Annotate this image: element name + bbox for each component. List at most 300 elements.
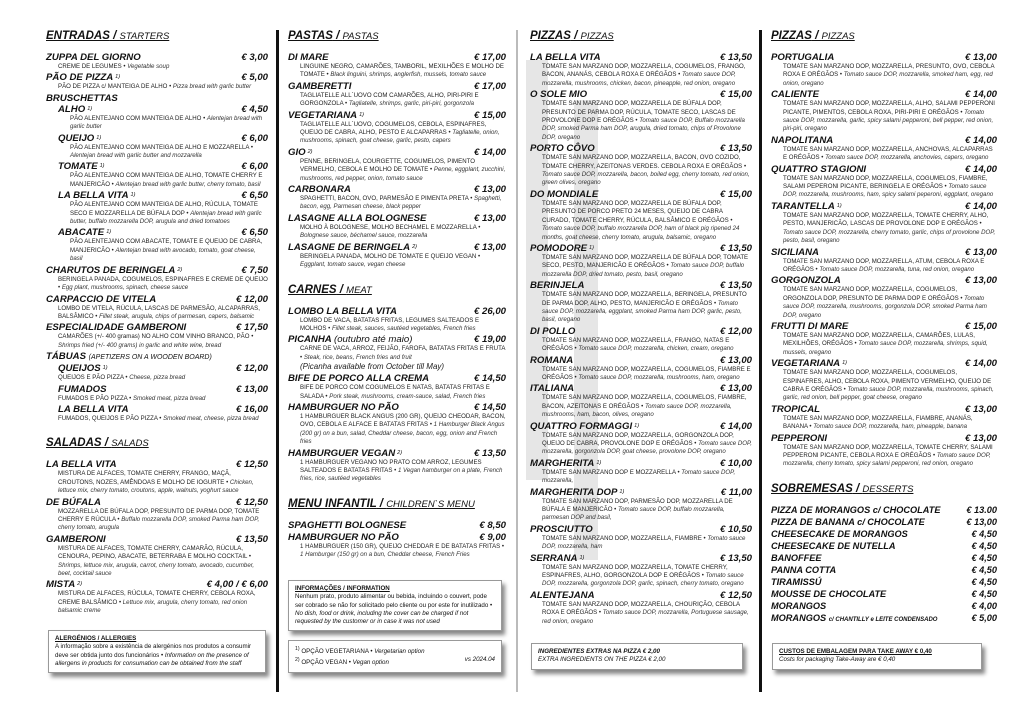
menu-item	[288, 242, 506, 270]
footnote-mark: 1)	[106, 229, 112, 236]
menu-item-header	[771, 164, 997, 175]
menu-item-name: MORANGOS	[771, 600, 827, 611]
description-pt: TOMATE SAN MARZANO DOP, MOZZARELLA, COGUMELOS, FIAMBRE, BACON, AZEITONAS E ORÉGÃOS	[542, 394, 747, 410]
menu-item-name: ITALIANA	[530, 383, 575, 395]
menu-item-price: € 7,50	[241, 264, 268, 276]
menu-item-name-wrap	[530, 326, 575, 337]
description-en: Penne, eggplant, zucchini, mushrooms, red pepper, onion, tomato sauce	[300, 166, 506, 182]
menu-item-name: ALENTEJANA	[530, 589, 595, 601]
description-pt: 1 HAMBURGUER VEGANO NO PRATO COM ARROZ, LEGUMES SALTEADOS E BATATAS FRITAS	[300, 458, 482, 474]
section-heading: MENU INFANTIL / CHILDREN`S MENU	[288, 497, 475, 510]
menu-item	[46, 384, 268, 403]
menu-item-name-wrap	[288, 213, 426, 224]
menu-item-header	[46, 322, 268, 333]
menu-item-description: PÃO ALENTEJANO COM ABACATE, TOMATE E QUEIJO DE CABRA, MANJERICÃO • Alentejan bread with avocado, tomato, goat cheese, basil	[70, 238, 263, 263]
menu-item-name: PICANHA	[288, 334, 332, 346]
menu-item	[771, 517, 997, 528]
menu-item-description: TOMATE SAN MARZANO DOP, MOZZARELLA, COGUMELOS, ESPINAFRES, ALHO, CEBOLA ROXA, PIMENTO VERMELHO, QUEIJO DE CABRA E ORÉGÃOS • Tomato sauce DOP, mozzarella, mushrooms, spinach, garlic, red onion, bell pepper, goat cheese, oregano	[783, 369, 994, 402]
description-pt: LOMBO DE VITELA, RÚCULA, LASCAS DE PARMESÃO, ALCAPARRAS, BALSÂMICO	[58, 304, 260, 320]
menu-item-price: € 6,00	[241, 161, 268, 173]
footnote-mark: 1)	[836, 202, 842, 209]
menu-item-description: TOMATE SAN MARZANO DOP, MOZZARELLA, ATUM, CEBOLA ROXA E ORÉGÃOS • Tomato sauce DOP, mozzarella, tuna, red onion, oregano	[783, 257, 985, 273]
menu-item-price: € 13,00	[473, 212, 506, 224]
description-pt: LINGUINE NEGRO, CAMARÕES, TAMBORIL, MEXILHÕES E MOLHO DE TOMATE	[300, 63, 504, 79]
menu-item	[771, 601, 997, 612]
menu-item-header	[46, 579, 268, 590]
menu-item-name: ALHO	[58, 103, 86, 115]
menu-item-name-wrap	[530, 590, 595, 601]
description-en: Steak, rice, beans, French fries and fruit	[303, 353, 412, 361]
section-heading: CARNES / MEAT	[288, 283, 372, 296]
menu-item-description: TOMATE SAN MARZANO DOP, MOZZARELLA DE BÚFALA DOP, PRESUNTO DE PORCO PRETO 24 MESES, QUEIJO DE CABRA CURADO, TOMATE CHERRY, RÚCULA, BALSÂMICO E ORÉGÃOS • Tomato sauce DOP, buffalo mozzarella DOP, ham of black pig ripened 24 months, goat cheese, cherry tomato, arugula, balsamic, oregano	[542, 199, 740, 241]
description-pt: TAGLIATELLE ALL`UOVO COM CAMARÕES, ALHO, PIRI-PIRI E GORGONZOLA	[300, 91, 479, 108]
menu-item-name-wrap	[530, 280, 584, 291]
menu-item-price: € 13,50	[719, 143, 752, 155]
menu-item-description: TOMATE SAN MARZANO DOP, MOZZARELLA, COGUMELOS, FIAMBRE, BACON, AZEITONAS E ORÉGÃOS • Tomato sauce DOP, mozzarella, mushrooms, ham, bacon, olives, oregano	[542, 394, 747, 419]
menu-item	[530, 143, 752, 188]
allergies-text-en: Information on the presence of allergens in products for consumation can be obtained from the staff	[55, 651, 249, 667]
menu-item	[771, 613, 997, 626]
menu-item	[46, 579, 268, 615]
description-pt: TOMATE SAN MARZANO DOP, MOZZARELLA, PRESUNTO, OVO, CEBOLA ROXA E ORÉGÃOS	[783, 63, 995, 79]
menu-item-name-wrap	[58, 404, 129, 415]
menu-item-name: PORTUGALIA	[771, 52, 835, 63]
menu-item	[46, 404, 268, 423]
menu-item	[771, 164, 997, 200]
section-title-en: PIZZAS	[580, 31, 614, 42]
description-en: Tomato sauce DOP, mozzarella, anchovies, capers, oregano	[825, 154, 989, 162]
menu-item	[46, 133, 268, 161]
menu-item-name: LA BELLA VITA	[58, 190, 129, 202]
menu-item-header	[288, 520, 506, 531]
menu-item-name-wrap	[46, 497, 101, 508]
menu-item-price: € 14,50	[473, 373, 506, 385]
menu-item-description: MOZZARELLA DE BÚFALA DOP, PRESUNTO DE PARMA DOP, TOMATE CHERRY E RÚCULA • Buffalo mozzarella DOP, smoked Parma ham DOP, cherry tomato, arugula	[58, 507, 260, 532]
description-pt: TOMATE SAN MARZANO DOP, MOZZARELLA DE BÚFALA DOP, PRESUNTO DE PORCO PRETO 24 MESES, QUEIJO DE CABRA CURADO, TOMATE CHERRY, RÚCULA, BALSÂMICO E ORÉGÃOS	[542, 199, 729, 224]
description-pt: PÃO ALENTEJANO COM MANTEIGA DE ALHO E MOZZARELLA	[70, 143, 250, 151]
menu-item-name: FUMADOS	[58, 383, 107, 395]
extras-en: EXTRA INGREDIENTS ON THE PIZZA € 2,00	[538, 656, 666, 664]
menu-item-name: TARANTELLA	[771, 200, 835, 212]
footnote-mark: 1)	[359, 111, 365, 118]
menu-item	[288, 448, 506, 484]
description-pt: TOMATE SAN MARZANO DOP, MOZZARELLA, COGUMELOS, FRANGO, BACON, ANANÁS, CEBOLA ROXA E ORÉGÃOS	[542, 63, 746, 79]
description-en: Tomato sauce DOP, mozzarella, mushrooms, gorgonzola DOP, smoked Parma ham DOP, oregano	[783, 294, 988, 319]
menu-item-description: TOMATE SAN MARZANO DOP, MOZZARELLA, TOMATE CHERRY, ALHO, PESTO, MANJERICÃO, LASCAS DE PROVOLONE DOP E ORÉGÃOS • Tomato sauce DOP, mozzarella, cherry tomato, garlic, chips of provolone DOP, pesto, basil, oregano	[783, 211, 996, 245]
menu-item	[530, 458, 752, 486]
menu-item-header	[771, 247, 997, 258]
legend-box: $^{1)}$ OPÇÃO VEGETARIANA • Vergetarian option $^{2)}$ OPÇÃO VEGAN • Vegan option vs 2024.04	[288, 640, 502, 673]
menu-item-description: TOMATE SAN MARZANO DOP, MOZZARELLA, CHOURIÇÃO, CEBOLA ROXA E ORÉGÃOS • Tomato sauce DOP, mozzarella, Portuguese sausage, red onion, oregano	[542, 600, 749, 625]
menu-item-name-wrap	[288, 373, 429, 384]
menu-item-header	[46, 294, 268, 305]
menu-item-header	[530, 458, 752, 469]
menu-item-header	[771, 433, 997, 444]
description-pt: MOLHO À BOLOGNESE, MOLHO BECHAMEL E MOZZARELLA	[300, 223, 477, 231]
menu-item	[771, 433, 997, 469]
description-pt: TOMATE SAN MARZANO DOP, MOZZARELLA, FIAMBRE, ANANÁS, BANANA	[783, 414, 973, 431]
description-pt: TOMATE SAN MARZANO DOP, MOZZARELLA, GORGONZOLA DOP, QUEIJO DE CABRA, PROVOLONE DOP E ORÉGÃOS	[542, 431, 734, 447]
information-text-en: No dish, food or drink, including the cover can be charged if not requested by the customer or in case it was not used	[295, 609, 469, 626]
menu-item-name-wrap	[771, 517, 925, 528]
menu-item-name-wrap	[771, 589, 886, 600]
description-en: Fillet steak, sauces, sautéed vegetables, French fries	[331, 324, 476, 332]
menu-item	[288, 520, 506, 531]
menu-section	[46, 437, 268, 615]
menu-item-name-wrap	[46, 294, 156, 305]
menu-item-description: TOMATE SAN MARZANO DOP, MOZZARELLA, ANCHOVAS, ALCAPARRAS E ORÉGÃOS • Tomato sauce DOP, mozzarella, anchovies, capers, oregano	[783, 145, 993, 162]
description-en: Fillet steak, arugula, chips of parmesan, capers, balsamic	[99, 312, 255, 320]
menu-item-description: SPAGHETTI, BACON, OVO, PARMESÃO E PIMENTA PRETA • Spaghetti, bacon, egg, Parmesan cheese, black pepper	[300, 195, 502, 211]
description-en: Chicken, lettuce mix, cherry tomato, croutons, apple, walnuts, yoghurt sauce	[58, 478, 254, 495]
description-pt: TOMATE SAN MARZANO DOP E MOZZARELLA	[542, 468, 676, 476]
menu-item-header	[46, 363, 268, 374]
menu-item-price: € 4,50	[971, 564, 997, 575]
menu-item-name-wrap	[58, 384, 107, 395]
description-en: Tomato sauce DOP, mozzarella, cherry tomato, spicy salami pepperoni, red onion, oregano	[783, 452, 991, 468]
description-en: Tomato sauce DOP, mozzarella, shrimps, squid, mussels, oregano	[783, 340, 988, 356]
menu-item-header	[530, 383, 752, 394]
menu-item	[46, 363, 268, 382]
menu-item-name: GIO	[288, 146, 306, 158]
menu-item-description: CARNE DE VACA, ARROZ, FEIJÃO, FAROFA, BATATAS FRITAS E FRUTA • Steak, rice, beans, French fries and fruit	[300, 345, 506, 361]
menu-item-price: € 12,50	[235, 459, 268, 471]
description-pt: PÃO ALENTEJANO COM MANTEIGA DE ALHO, TOMATE CHERRY E MANJERICÃO	[70, 172, 263, 188]
description-pt: TOMATE SAN MARZANO DOP, MOZZARELLA, CHOURIÇÃO, CEBOLA ROXA E ORÉGÃOS	[542, 600, 740, 617]
menu-item	[771, 201, 997, 246]
footnote-mark: 2)	[295, 657, 300, 664]
menu-item-name-wrap	[46, 579, 82, 590]
section-title-en: MEAT	[346, 284, 372, 296]
menu-section	[288, 284, 506, 484]
menu-item-header	[771, 553, 997, 564]
description-pt: BIFE DE PORCO COM COGUMELOS E NATAS, BATATAS FRITAS E SALADA	[300, 384, 490, 400]
menu-item	[530, 553, 752, 589]
menu-item-name-wrap	[771, 201, 842, 212]
menu-item-name: GAMBERETTI	[288, 80, 352, 92]
menu-item-price: € 6,50	[241, 227, 268, 239]
menu-item	[771, 505, 997, 516]
description-en: Alentejan bread with avocado, tomato, goat cheese, basil	[70, 246, 256, 263]
section-title: PIZZAS	[530, 30, 571, 42]
menu-item-name: CHARUTOS DE BERINGELA	[46, 264, 176, 276]
section-title: PASTAS	[288, 30, 333, 42]
description-pt: PÃO ALENTEJANO COM MANTEIGA DE ALHO	[70, 114, 202, 122]
menu-item-note: (outubro até maio)	[334, 334, 413, 346]
legend-vegetarian-en: Vergetarian option	[374, 648, 425, 656]
description-en: Tomato sauce DOP, mozzarella, mushrooms, ham, spicy salami peperoni, eggplant, oregano	[783, 183, 994, 199]
description-pt: TOMATE SAN MARZANO DOP, MOZZARELLA, TOMATE CHERRY, ESPINAFRES, ALHO, GORGONZOLA DOP E ORÉGÃOS	[542, 563, 728, 580]
description-pt: TOMATE SAN MARZANO DOP, MOZZARELLA, CAMARÕES, LULAS, MEXILHÕES, ORÉGÃOS	[783, 331, 975, 348]
menu-item-name-wrap	[58, 104, 92, 115]
description-en: Tomato sauce DOP, mozzarella, mushrooms, spinach, garlic, red onion, bell pepper, goat cheese, oregano	[783, 385, 994, 402]
menu-item-description: TOMATE SAN MARZANO DOP, MOZZARELLA, TOMATE CHERRY, ESPINAFRES, ALHO, GORGONZOLA DOP E ORÉGÃOS • Tomato sauce DOP, mozzarella, gorgonzola DOP, garlic, spinach, cherry tomato, oregano	[542, 563, 744, 588]
menu-item-name-wrap	[530, 421, 639, 432]
footnote-mark: 2)	[397, 449, 403, 456]
menu-item-description: TOMATE SAN MARZANO DOP, MOZZARELLA, FIAMBRE, ANANÁS, BANANA • Tomato sauce DOP, mozzarella, ham, pineapple, banana	[783, 414, 973, 431]
menu-item-name: QUATTRO FORMAGGI	[530, 420, 633, 432]
menu-item-name-wrap	[530, 355, 573, 366]
footnote-mark: 1)	[115, 74, 121, 81]
menu-item-name: PIZZA DE BANANA c/ CHOCOLATE	[771, 516, 925, 527]
menu-item-name: BIFE DE PORCO ALLA CREMA	[288, 373, 430, 385]
subsection-title: TÁBUAS	[46, 351, 86, 363]
description-pt: PÃO ALENTEJANO COM ABACATE, TOMATE E QUEIJO DE CABRA, MANJERICÃO	[70, 238, 263, 254]
menu-item-price: € 9,00	[479, 531, 506, 543]
section-title-en: CHILDREN`S MENU	[386, 498, 475, 510]
description-pt: TOMATE SAN MARZANO DOP, MOZZARELLA, COGUMELOS, FIAMBRE E ORÉGÃOS	[542, 365, 751, 381]
description-en: Tomato sauce DOP, mozzarella, gorgonzola DOP, goat cheese, provolone DOP, oregano	[542, 440, 752, 456]
menu-item-header	[530, 52, 752, 63]
allergies-box: ALERGÉNIOS / ALLERGIES A informação sobre a existência de alergénios nos produtos a consumir deve ser obtida junto dos funcionários • Information on the presence of allergens in products for consumation can be obtained from the staff	[48, 630, 266, 673]
menu-item-price: € 8,50	[479, 519, 506, 531]
menu-item-price: € 6,50	[241, 190, 268, 202]
description-pt: TOMATE SAN MARZANO DOP, MOZZARELLA, COGUMELOS, FIAMBRE, SALAMI PEPERONI PICANTE, BERINGELA E ORÉGÃOS	[783, 174, 988, 191]
menu-item-header	[288, 306, 506, 317]
description-en: 1 Hamburger (150 gr) on a bun, Cheddar cheese, French Fries	[300, 551, 470, 559]
menu-item	[771, 541, 997, 552]
menu-item	[530, 487, 752, 523]
description-pt: MISTURA DE ALFACES, RÚCULA, TOMATE CHERRY, CEBOLA ROXA, CREME BALSÂMICO	[58, 590, 256, 606]
menu-item-name: BANOFFEE	[771, 552, 822, 563]
menu-item	[46, 459, 268, 495]
menu-item-header	[288, 81, 506, 92]
description-pt: PÃO ALENTEJANO COM MANTEIGA DE ALHO, RÚCULA, TOMATE SECO E MOZZARELLA DE BÚFALA DOP	[70, 201, 258, 217]
menu-item-name: LA BELLA VITA	[530, 52, 601, 63]
menu-item-price: € 12,50	[235, 496, 268, 508]
description-en: Tomato sauce DOP, buffalo mozzarella DOP, dried tomato, pesto, basil, oregano	[542, 262, 745, 278]
menu-item-description: PENNE, BERINGELA, COURGETTE, COGUMELOS, PIMENTO VERMELHO, CEBOLA E MOLHO DE TOMATE • Penne, eggplant, zucchini, mushrooms, red pepper, onion, tomato sauce	[300, 157, 506, 182]
menu-item-header	[771, 275, 997, 286]
description-en: Pork steak, mushrooms, cream-sauce, salad, French fries	[329, 392, 486, 400]
menu-item	[771, 553, 997, 564]
menu-item	[288, 147, 506, 183]
menu-item-header	[530, 243, 752, 254]
menu-item-name: TIRAMISSÚ	[771, 576, 822, 587]
menu-item-description: TOMATE SAN MARZANO DOP, MOZZARELLA, PRESUNTO, OVO, CEBOLA ROXA E ORÉGÃOS • Tomato sauce DOP, mozzarella, smoked ham, egg, red onion, oregano	[783, 63, 995, 87]
description-pt: LOMBO DE VACA, BATATAS FRITAS, LEGUMES SALTEADOS E MOLHOS	[300, 316, 480, 332]
description-pt: MOZZARELLA DE BÚFALA DOP, PRESUNTO DE PARMA DOP, TOMATE CHERRY E RÚCULA	[58, 507, 260, 523]
section-title: PIZZAS	[771, 30, 812, 42]
menu-item	[771, 358, 997, 403]
footnote-mark: 2)	[307, 148, 313, 155]
column-divider	[516, 30, 518, 692]
menu-item-description: PÃO DE PIZZA c/ MANTEIGA DE ALHO • Pizza bread with garlic butter	[58, 83, 252, 91]
menu-item-name-wrap	[771, 404, 820, 415]
menu-item-name: TROPICAL	[771, 403, 821, 415]
menu-item	[46, 497, 268, 533]
menu-item-header	[771, 613, 997, 626]
menu-item-price: € 13,50	[719, 242, 752, 254]
menu-item-name: PIZZA DE MORANGOS c/ CHOCOLATE	[771, 504, 941, 515]
menu-item-header	[530, 355, 752, 366]
menu-item-header	[288, 242, 506, 253]
description-en: Shrimps fried (+/- 400 grams) in garlic and white wine, bread	[58, 341, 222, 349]
menu-item-name-wrap	[46, 534, 106, 545]
menu-item-price: € 4,50	[971, 540, 997, 551]
menu-item-name: POMODORE	[530, 242, 588, 254]
menu-section	[288, 498, 506, 560]
description-en: Shrimps, lettuce mix, arugula, carrot, cherry tomato, avocado, cucumber, beet, cocktail sauce	[58, 561, 255, 577]
menu-item-price: € 15,00	[719, 188, 752, 200]
footnote-mark: 1)	[99, 163, 105, 170]
menu-item-header	[288, 373, 506, 384]
menu-item-price: € 13,00	[235, 383, 268, 395]
menu-item-price: € 5,00	[971, 612, 997, 623]
menu-item-description: TAGLIATELLE ALL`UOVO, COGUMELOS, CEBOLA, ESPINAFRES, QUEIJO DE CABRA, ALHO, PESTO E ALCAPARRAS • Tagliatelle, onion, mushrooms, spinach, goat cheese, garlic, pesto, capers	[300, 120, 500, 145]
menu-item-price: € 17,50	[235, 322, 268, 334]
menu-item-name-wrap	[771, 541, 896, 552]
menu-item-header	[771, 358, 997, 369]
description-pt: TOMATE SAN MARZANO DOP, MOZZARELLA, COGUMELOS, ORGONZOLA DOP, PRESUNTO DE PARMA DOP E ORÉGÃOS	[783, 286, 959, 302]
menu-item-description: TOMATE SAN MARZANO DOP, MOZZARELLA, BERINGELA, PRESUNTO DE PARMA DOP, ALHO, PESTO, MANJERICÃO E ORÉGÃOS • Tomato sauce DOP, mozzarella, eggplant, smoked Parma ham DOP, garlic, pesto, basil, oregano	[542, 291, 747, 324]
menu-item-header	[530, 421, 752, 432]
takeaway-pt: CUSTOS DE EMBALAGEM PARA TAKE AWAY € 0,40	[779, 648, 932, 655]
menu-section	[771, 483, 997, 626]
menu-item-price: € 26,00	[473, 305, 506, 317]
menu-item-name: PANNA COTTA	[771, 564, 837, 575]
description-en: Alentejan bread with garlic butter, buffalo mozzarella DOP, arugula and dried tomatoes	[70, 209, 262, 226]
menu-item-header	[771, 201, 997, 212]
footnote-mark: 2)	[177, 266, 183, 273]
description-en: Tomato sauce DOP, mozzarella, bacon, boiled egg, cherry tomato, red onion, green olives, oregano	[542, 171, 750, 187]
menu-item-header	[771, 404, 997, 415]
menu-item-header	[530, 553, 752, 564]
menu-item-description: FUMADOS, QUEIJOS E PÃO PIZZA • Smoked meat, cheese, pizza bread	[58, 414, 259, 422]
description-en: Smoked meat, cheese, pizza bread	[163, 414, 259, 422]
section-title-en: PASTAS	[342, 31, 379, 42]
menu-item-header	[530, 487, 752, 498]
menu-item-header	[530, 89, 752, 100]
description-en: Tomato sauce DOP, mozzarella, tuna, red onion, oregano	[819, 265, 975, 273]
extras-box	[531, 643, 743, 670]
menu-item-name-wrap	[771, 52, 834, 63]
menu-item	[530, 590, 752, 626]
description-pt: TOMATE SAN MARZANO DOP, MOZZARELLA, TOMATE CHERRY, SALAMI PEPPERONI PICANTE, CEBOLA ROXA E ORÉGÃOS	[783, 443, 993, 459]
subsection-note: (APETIZERS ON A WOODEN BOARD)	[88, 354, 212, 362]
menu-item-name-wrap	[771, 358, 847, 369]
menu-item-price: € 13.00	[966, 504, 997, 515]
menu-item-price: € 14,00	[719, 420, 752, 432]
description-en: Tomato sauce DOP, mozzarella, garlic, spicy salami pepperoni, bell pepper, red onion, piri-piri, oregano	[783, 108, 994, 133]
description-en: Tomato sauce DOP, mozzarella, ham	[542, 534, 746, 551]
menu-item-price: € 10,50	[719, 523, 752, 535]
menu-item-price: € 3,00	[241, 52, 268, 63]
description-pt: TOMATE SAN MARZANO DOP, MOZZARELLA, FIAMBRE	[542, 534, 702, 542]
menu-item-name: QUEIJO	[58, 132, 95, 144]
menu-item	[771, 589, 997, 600]
menu-item-header	[771, 52, 997, 63]
menu-item	[771, 577, 997, 588]
menu-item-name: MOUSSE DE CHOCOLATE	[771, 588, 887, 599]
menu-item-description: LOMBO DE VITELA, RÚCULA, LASCAS DE PARMESÃO, ALCAPARRAS, BALSÂMICO • Fillet steak, arugula, chips of parmesan, capers, balsamic	[58, 304, 260, 320]
menu-item	[771, 529, 997, 540]
footnote-mark: 1)	[87, 105, 93, 112]
footnote-mark: 1)	[579, 554, 585, 561]
menu-item-price: € 13,00	[719, 354, 752, 366]
menu-item-price: € 17,00	[473, 80, 506, 92]
menu-item	[46, 294, 268, 322]
menu-item-name: TOMATE	[58, 161, 98, 173]
menu-item	[771, 275, 997, 320]
menu-item-name-wrap	[58, 363, 108, 374]
footnote-mark: 1)	[619, 488, 625, 495]
menu-item-name-wrap	[288, 52, 329, 63]
menu-item-description: FUMADOS E PÃO PIZZA • Smoked meat, pizza bread	[58, 394, 206, 402]
menu-item-price: € 13,00	[964, 432, 997, 444]
menu-item-name-wrap	[288, 334, 412, 345]
menu-item-description: 1 HAMBURGUER VEGANO NO PRATO COM ARROZ, LEGUMES SALTEADOS E BATATAS FRITAS • 1 Vegan hamburger on a plate, French fries, rice, sautéed vegetables	[300, 458, 503, 483]
menu-item	[288, 334, 506, 372]
menu-item-name-wrap	[771, 247, 819, 258]
menu-item-header	[288, 213, 506, 224]
menu-item-price: € 14,00	[964, 163, 997, 175]
menu-item	[288, 110, 506, 146]
description-en: Tomato sauce DOP, mozzarella,	[542, 468, 736, 485]
footnote-mark: 1)	[295, 646, 300, 652]
menu-item-name-wrap	[46, 459, 117, 470]
menu-item-header	[46, 104, 268, 115]
menu-item-name: VEGETARIANA	[288, 109, 358, 121]
menu-item	[771, 404, 997, 432]
menu-item-name-wrap	[46, 72, 120, 83]
menu-item-name-wrap	[46, 322, 186, 333]
menu-item-name: DI MARE	[288, 52, 329, 63]
menu-item	[771, 565, 997, 576]
menu-item-name-wrap	[530, 143, 595, 154]
menu-item-header	[46, 459, 268, 470]
footnote-mark: 1)	[596, 459, 602, 466]
menu-item-description: TOMATE SAN MARZANO DOP, PARMESÃO DOP, MOZZARELLA DE BÚFALA E MANJERICÃO • Tomato sauce DOP, buffalo mozzarella, parmesan DOP and basil,	[542, 497, 733, 522]
menu-item	[530, 52, 752, 88]
menu-item	[530, 243, 752, 279]
subsection-title: BRUSCHETTAS	[46, 92, 118, 104]
menu-item-name: ABACATE	[58, 227, 105, 239]
menu-item-name-wrap	[530, 524, 593, 535]
description-pt: TOMATE SAN MARZANO DOP, MOZZARELLA, BERINGELA, PRESUNTO DE PARMA DOP, ALHO, PESTO, MANJERICÃO E ORÉGÃOS	[542, 291, 747, 307]
menu-item-name: CHEESECAKE DE NUTELLA	[771, 540, 896, 551]
description-pt: PENNE, BERINGELA, COURGETTE, COGUMELOS, PIMENTO VERMELHO, CEBOLA E MOLHO DE TOMATE	[300, 157, 475, 174]
menu-item-header	[288, 110, 506, 121]
menu-item-price: € 15,00	[473, 109, 506, 121]
menu-item-header	[46, 52, 268, 63]
menu-item-name: SICILIANA	[771, 246, 819, 258]
section-title-en: STARTERS	[119, 31, 170, 42]
menu-item-header	[288, 184, 506, 195]
menu-item-header	[46, 227, 268, 238]
menu-item-name: LOMBO LA BELLA VITA	[288, 305, 397, 317]
menu-item-name-wrap	[288, 520, 406, 531]
menu-item-price: € 4,00 / € 6,00	[206, 579, 268, 591]
description-pt: 1 HAMBURGUER BLACK ANGUS (200 GR), QUEIJO CHEODAR, BACON, OVO, CEBOLA E ALFACE E BATATAS FRITAS	[300, 412, 506, 429]
column-pizzas-2-desserts	[771, 30, 997, 640]
menu-item-price: € 14,00	[473, 146, 506, 158]
menu-item-name-wrap	[288, 448, 402, 459]
section-heading: PASTAS / PASTAS	[288, 30, 379, 42]
legend-vegan: OPÇÃO VEGAN	[301, 659, 348, 667]
menu-item-name-wrap	[58, 190, 135, 201]
menu-item-name: CARBONARA	[288, 184, 351, 196]
description-en: Tomato sauce DOP, mozzarella, chicken, cream, oregano	[578, 345, 734, 353]
description-en: Alentejan bread with garlic butter, cherry tomato, basil	[115, 180, 261, 188]
menu-item-description: 1 HAMBURGUER (150 GR), QUEIJO CHEDDAR E DE BATATAS FRITAS • 1 Hamburger (150 gr) on a bun, Cheddar cheese, French Fries	[300, 542, 505, 559]
description-pt: TOMATE SAN MARZANO DOP, MOZZARELLA, COGUMELOS, ESPINAFRES, ALHO, CEBOLA ROXA, PIMENTO VERMELHO, QUEIJO DE CABRA E ORÉGÃOS	[783, 369, 992, 393]
menu-item-name-wrap	[530, 243, 594, 254]
menu-section	[530, 30, 752, 626]
menu-item-name: VEGETARIANA	[771, 358, 841, 370]
menu-item	[530, 189, 752, 242]
description-pt: TOMATE SAN MARZANO DOP, MOZZARELLA, ATUM, CEBOLA ROXA E ORÉGÃOS	[783, 257, 985, 273]
